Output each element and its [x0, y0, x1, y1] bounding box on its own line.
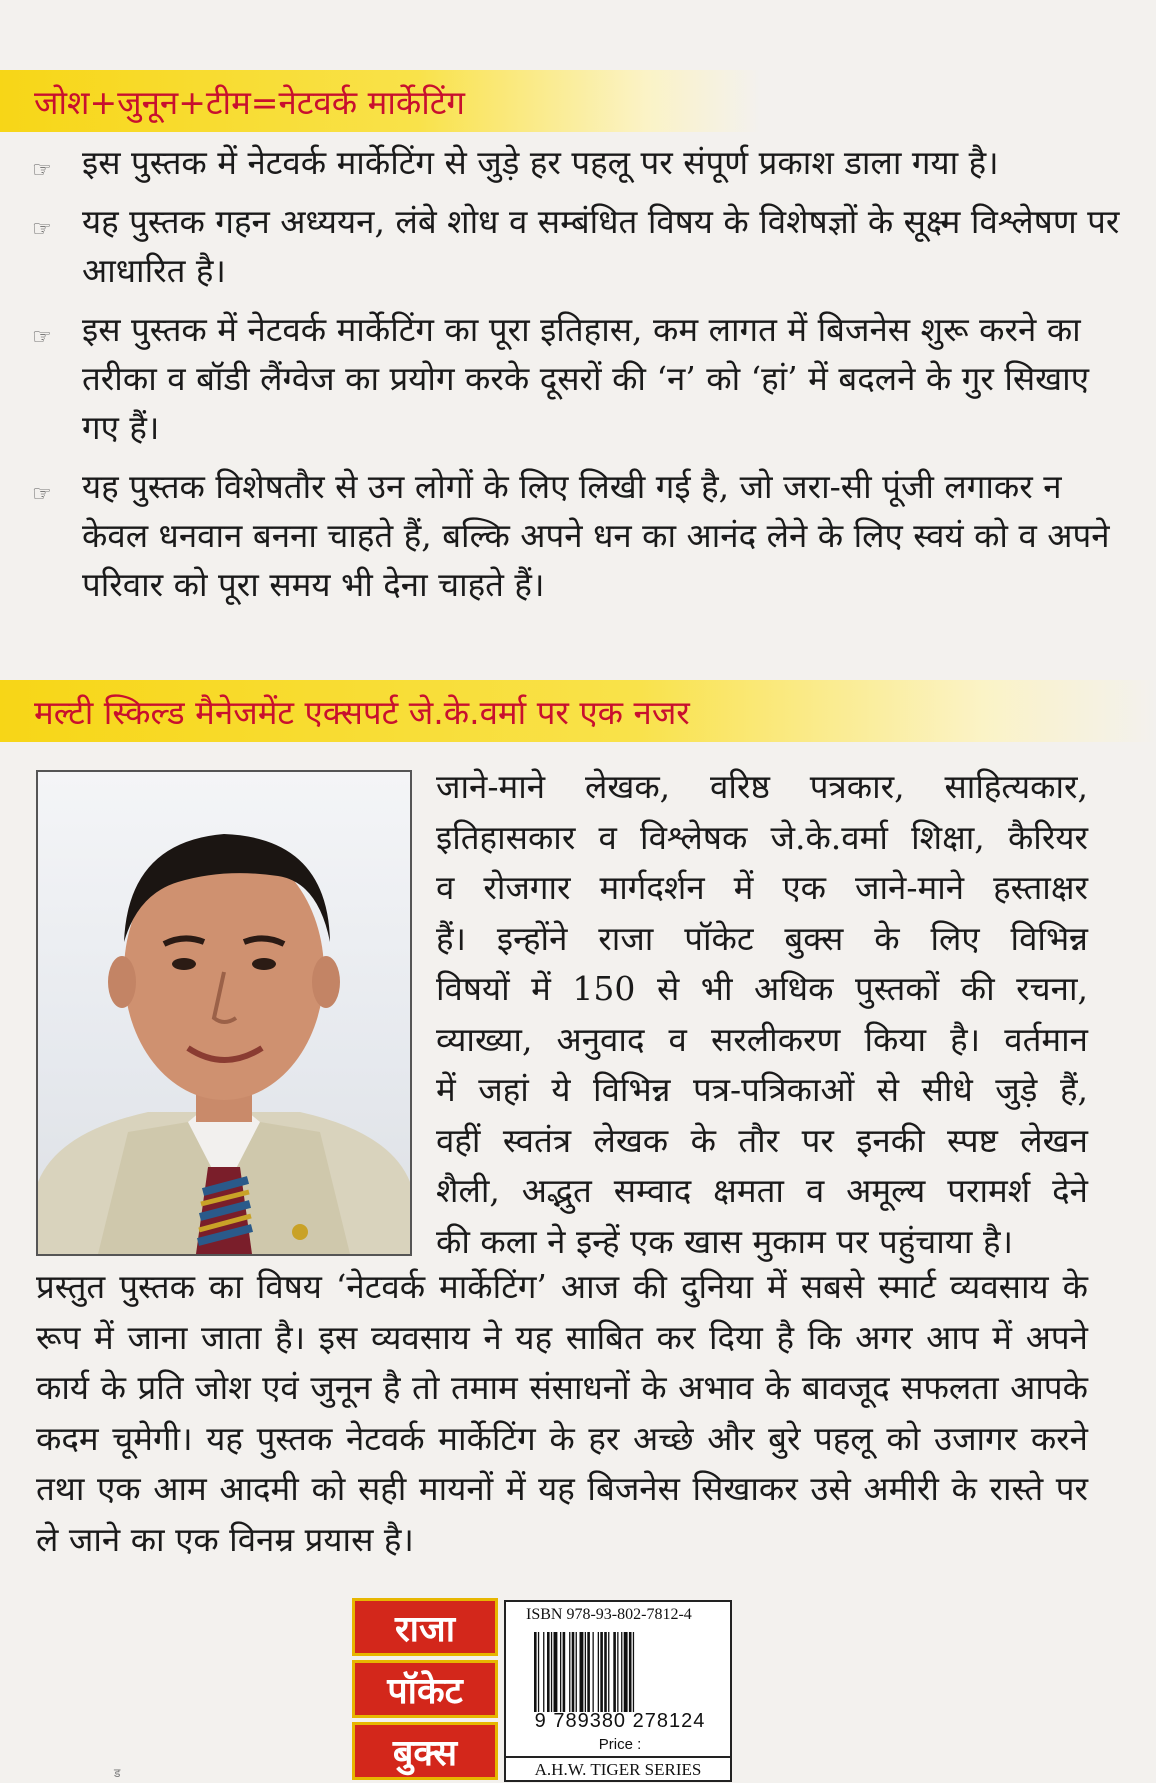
- footer-mark: ड: [114, 1766, 121, 1780]
- bullet-text: यह पुस्तक विशेषतौर से उन लोगों के लिए लिखी गई है, जो जरा-सी पूंजी लगाकर न केवल धनवान बनना चाहते हैं, बल्कि अपने धन का आनंद लेने के लिए स्वयं को व अपने परिवार को पूरा समय भी देना चाहते हैं।: [82, 467, 1110, 604]
- pointing-hand-icon: ☞: [32, 482, 52, 507]
- barcode-box: [504, 1600, 732, 1782]
- barcode-icon: [534, 1632, 712, 1712]
- section-heading-band: [0, 70, 760, 132]
- publisher-logo: [352, 1598, 498, 1782]
- bio-line: की कला ने इन्हें एक खास मुकाम पर पहुंचाया है।: [436, 1221, 1013, 1261]
- author-bio: [436, 762, 1088, 1267]
- author-photo: [36, 770, 412, 1256]
- feature-bullet-list: [32, 138, 1124, 619]
- book-summary-paragraph: प्रस्तुत पुस्तक का विषय ‘नेटवर्क मार्केटिंग’ आज की दुनिया में सबसे स्मार्ट व्यवसाय के रूप में जाना जाता है। इस व्यवसाय ने यह साबित कर दिया है कि अगर आप में अपने कार्य के प्रति जोश एवं जुनून है तो तमाम संसाधनों के अभाव के बावजूद सफलता आपके कदम चूमेगी। यह पुस्तक नेटवर्क मार्केटिंग के हर अच्छे और बुरे पहलू को उजागर करने तथा एक आम आदमी को सही मायनों में यह बिजनेस सिखाकर उसे अमीरी के रास्ते पर ले जाने का एक विनम्र प्रयास है।: [36, 1267, 1088, 1559]
- pointing-hand-icon: ☞: [32, 325, 52, 350]
- bio-line: वहीं स्वतंत्र लेखक के तौर पर इनकी स्पष्ट लेखन: [436, 1120, 1088, 1160]
- bio-line: विषयों में 150 से भी अधिक पुस्तकों की रचना,: [436, 969, 1088, 1008]
- price-label: Price :: [598, 1736, 642, 1753]
- bullet-text: इस पुस्तक में नेटवर्क मार्केटिंग से जुड़े हर पहलू पर संपूर्ण प्रकाश डाला गया है।: [82, 143, 999, 182]
- bullet-text: इस पुस्तक में नेटवर्क मार्केटिंग का पूरा इतिहास, कम लागत में बिजनेस शुरू करने का तरीका व बॉडी लैंग्वेज का प्रयोग करके दूसरों की ‘न’ को ‘हां’ में बदलने के गुर सिखाए गए हैं।: [82, 310, 1089, 447]
- bio-line: जाने-माने लेखक, वरिष्ठ पत्रकार, साहित्यकार,: [436, 767, 1088, 806]
- pointing-hand-icon: ☞: [32, 158, 52, 183]
- bio-line: में जहां ये विभिन्न पत्र-पत्रिकाओं से सीधे जुड़े हैं,: [436, 1070, 1088, 1109]
- logo-word: राजा: [352, 1598, 498, 1656]
- logo-word: पॉकेट: [352, 1660, 498, 1718]
- logo-word: बुक्स: [352, 1722, 498, 1780]
- author-portrait-icon: [38, 772, 410, 1254]
- bio-line: इतिहासकार व विश्लेषक जे.के.वर्मा शिक्षा, कैरियर: [436, 817, 1088, 857]
- list-item: [32, 305, 1124, 452]
- bio-line: हैं। इन्होंने राजा पॉकेट बुक्स के लिए विभिन्न: [436, 918, 1088, 958]
- list-item: [32, 462, 1124, 609]
- author-heading: मल्टी स्किल्ड मैनेजमेंट एक्सपर्ट जे.के.वर्मा पर एक नजर: [34, 692, 690, 732]
- bullet-text: यह पुस्तक गहन अध्ययन, लंबे शोध व सम्बंधित विषय के विशेषज्ञों के सूक्ष्म विश्लेषण पर आधारित है।: [82, 202, 1120, 290]
- series-label: A.H.W. TIGER SERIES: [506, 1756, 730, 1782]
- isbn-label: ISBN 978-93-802-7812-4: [526, 1606, 692, 1623]
- bio-line: शैली, अद्भुत सम्वाद क्षमता व अमूल्य परामर्श देने: [436, 1171, 1088, 1210]
- section-heading: जोश+जुनून+टीम=नेटवर्क मार्केटिंग: [34, 82, 465, 122]
- author-heading-band: [0, 680, 1156, 742]
- bio-line: व्याख्या, अनुवाद व सरलीकरण किया है। वर्तमान: [436, 1019, 1088, 1059]
- pointing-hand-icon: ☞: [32, 217, 52, 242]
- list-item: [32, 197, 1124, 295]
- list-item: [32, 138, 1124, 187]
- bio-line: व रोजगार मार्गदर्शन में एक जाने-माने हस्ताक्षर: [436, 868, 1088, 907]
- isbn-digits: 9 789380 278124: [534, 1710, 706, 1732]
